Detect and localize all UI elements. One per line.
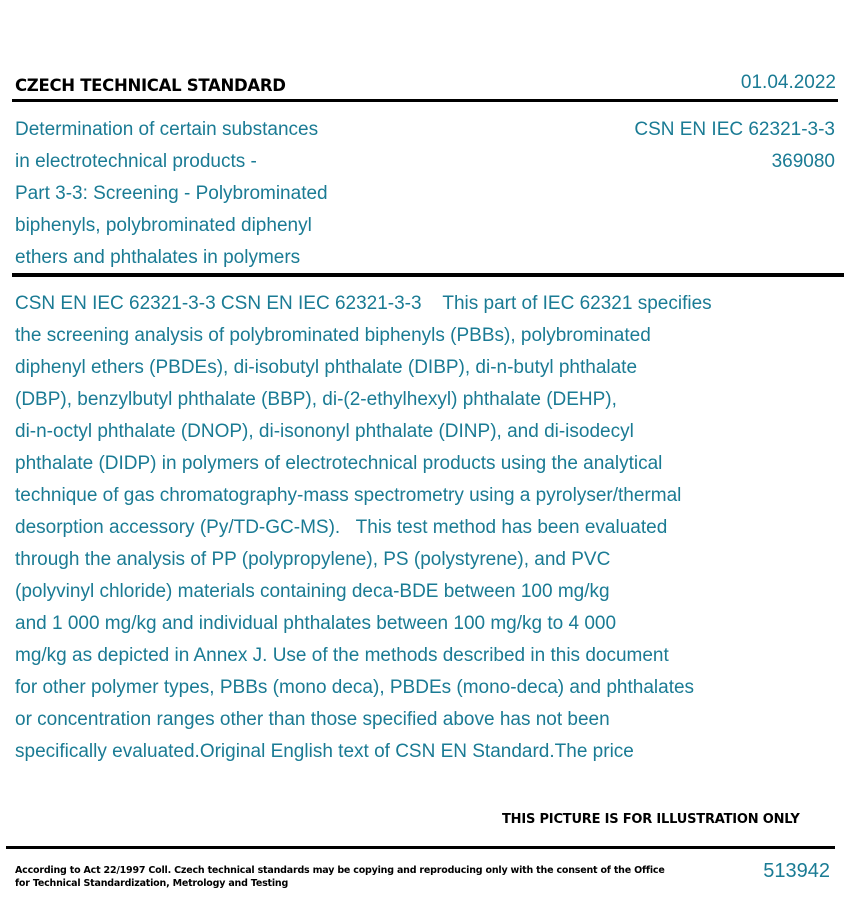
footer-divider (6, 846, 835, 849)
abstract-line: the screening analysis of polybrominated biphenyls (PBBs), polybrominated (15, 325, 651, 346)
legal-line: According to Act 22/1997 Coll. Czech technical standards may be copying and reproducing only with the consent of the Office (15, 865, 665, 876)
abstract-line: or concentration ranges other than those specified above has not been (15, 709, 610, 730)
abstract-line: di-n-octyl phthalate (DNOP), di-isononyl phthalate (DINP), and di-isodecyl (15, 421, 634, 442)
legal-line: for Technical Standardization, Metrology and Testing (15, 878, 289, 889)
classification-number: 369080 (771, 151, 835, 172)
title-divider (12, 273, 844, 277)
title-line: ethers and phthalates in polymers (15, 247, 301, 268)
title-line: biphenyls, polybrominated diphenyl (15, 215, 312, 236)
legal-notice (15, 864, 665, 890)
abstract-line: technique of gas chromatography-mass spectrometry using a pyrolyser/thermal (15, 485, 682, 506)
document-heading: CZECH TECHNICAL STANDARD (15, 76, 286, 95)
title-line: in electrotechnical products - (15, 151, 257, 172)
standard-title (15, 114, 395, 274)
abstract-line: mg/kg as depicted in Annex J. Use of the methods described in this document (15, 645, 669, 666)
abstract-line: (polyvinyl chloride) materials containing deca-BDE between 100 mg/kg (15, 581, 610, 602)
standard-abstract (15, 288, 830, 768)
publication-date: 01.04.2022 (740, 72, 836, 93)
abstract-line: phthalate (DIDP) in polymers of electrotechnical products using the analytical (15, 453, 663, 474)
abstract-line: diphenyl ethers (PBDEs), di-isobutyl phthalate (DIBP), di-n-butyl phthalate (15, 357, 638, 378)
document-id: 513942 (763, 860, 830, 882)
abstract-line: CSN EN IEC 62321-3-3 CSN EN IEC 62321-3-3 This part of IEC 62321 specifies (15, 293, 712, 314)
standard-designation: CSN EN IEC 62321-3-3 (634, 119, 835, 140)
top-divider (12, 99, 838, 102)
abstract-line: (DBP), benzylbutyl phthalate (BBP), di-(2-ethylhexyl) phthalate (DEHP), (15, 389, 617, 410)
abstract-line: specifically evaluated.Original English text of CSN EN Standard.The price (15, 741, 634, 762)
abstract-line: through the analysis of PP (polypropylene), PS (polystyrene), and PVC (15, 549, 611, 570)
title-line: Part 3-3: Screening - Polybrominated (15, 183, 328, 204)
standard-reference (634, 114, 835, 178)
title-line: Determination of certain substances (15, 119, 319, 140)
abstract-line: desorption accessory (Py/TD-GC-MS). This test method has been evaluated (15, 517, 668, 538)
illustration-notice: THIS PICTURE IS FOR ILLUSTRATION ONLY (502, 812, 800, 827)
abstract-line: for other polymer types, PBBs (mono deca), PBDEs (mono-deca) and phthalates (15, 677, 695, 698)
abstract-line: and 1 000 mg/kg and individual phthalates between 100 mg/kg to 4 000 (15, 613, 617, 634)
